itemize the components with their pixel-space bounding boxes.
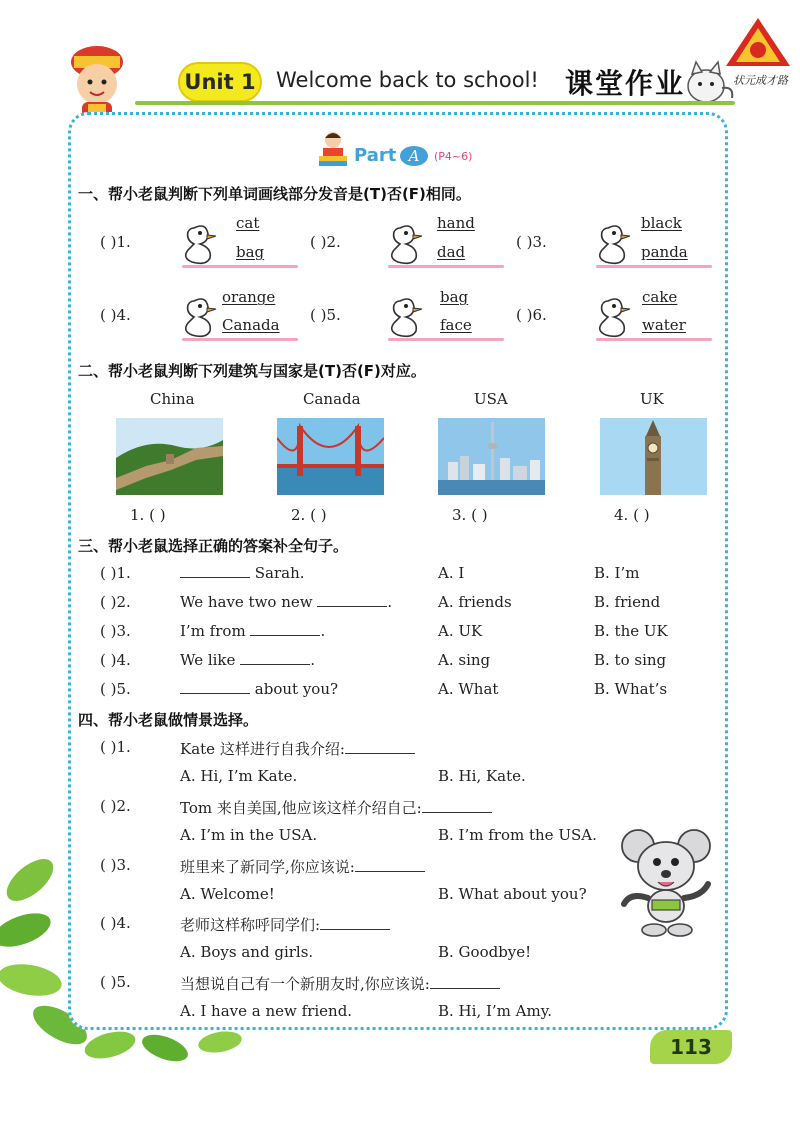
- word-bottom: dad: [437, 243, 466, 261]
- toronto-skyline-photo: [438, 418, 545, 495]
- answer-blank[interactable]: 4. ( ): [614, 506, 650, 524]
- fill-blank[interactable]: [430, 975, 500, 989]
- answer-blank[interactable]: ( )6.: [516, 306, 547, 324]
- duck-icon: [180, 222, 220, 266]
- part-letter-badge: A: [400, 146, 428, 166]
- option-b: B. Hi, I’m Amy.: [438, 1002, 552, 1020]
- option-b: B. What’s: [594, 680, 668, 698]
- word-top: orange: [222, 288, 276, 306]
- fill-blank[interactable]: [250, 622, 320, 636]
- answer-blank[interactable]: ( )4.: [100, 651, 131, 669]
- option-b: B. the UK: [594, 622, 668, 640]
- answer-blank[interactable]: ( )5.: [100, 680, 131, 698]
- country-label: UK: [640, 390, 664, 408]
- option-b: B. to sing: [594, 651, 667, 669]
- answer-blank[interactable]: ( )4.: [100, 914, 131, 932]
- word-top: black: [641, 214, 682, 232]
- header-divider: [135, 101, 735, 105]
- fill-blank[interactable]: [422, 799, 492, 813]
- answer-blank[interactable]: ( )5.: [100, 973, 131, 991]
- word-bottom: Canada: [222, 316, 280, 334]
- reading-kid-icon: [315, 130, 351, 170]
- word-top: bag: [440, 288, 469, 306]
- option-a: A. UK: [438, 622, 483, 640]
- big-ben-photo: [600, 418, 707, 495]
- question-text: 老师这样称呼同学们:: [180, 914, 390, 935]
- word-bottom: bag: [236, 243, 265, 261]
- question-text: Kate 这样进行自我介绍:: [180, 738, 415, 759]
- brand-slogan: 状元成才路: [733, 74, 788, 87]
- answer-blank[interactable]: ( )1.: [100, 738, 131, 756]
- option-b: B. What about you?: [438, 885, 587, 903]
- golden-gate-bridge-photo: [277, 418, 384, 495]
- question-text: Sarah.: [180, 564, 305, 582]
- answer-blank[interactable]: ( )4.: [100, 306, 131, 324]
- fill-blank[interactable]: [320, 916, 390, 930]
- answer-blank[interactable]: ( )5.: [310, 306, 341, 324]
- question-text: We like .: [180, 651, 315, 669]
- option-b: B. Goodbye!: [438, 943, 532, 961]
- answer-blank[interactable]: 3. ( ): [452, 506, 488, 524]
- brand-title: 课堂作业: [565, 67, 686, 100]
- unit-title: Welcome back to school!: [276, 68, 539, 92]
- part-pages: (P4~6): [434, 150, 473, 163]
- option-b: B. I’m from the USA.: [438, 826, 597, 844]
- option-a: A. I have a new friend.: [180, 1002, 353, 1020]
- option-b: B. friend: [594, 593, 661, 611]
- option-a: A. Welcome!: [180, 885, 275, 903]
- answer-blank[interactable]: ( )1.: [100, 564, 131, 582]
- option-b: B. I’m: [594, 564, 640, 582]
- section-1-title: 一、帮小老鼠判断下列单词画线部分发音是(T)否(F)相同。: [78, 185, 471, 203]
- answer-blank[interactable]: 2. ( ): [291, 506, 327, 524]
- great-wall-photo: [116, 418, 223, 495]
- fill-blank[interactable]: [180, 680, 250, 694]
- fill-blank[interactable]: [355, 858, 425, 872]
- fill-blank[interactable]: [180, 564, 250, 578]
- section-3-title: 三、帮小老鼠选择正确的答案补全句子。: [78, 537, 349, 555]
- word-top: hand: [437, 214, 475, 232]
- page-number: 113: [650, 1030, 732, 1064]
- duck-icon: [594, 222, 634, 266]
- option-a: A. sing: [438, 651, 491, 669]
- country-label: China: [150, 390, 195, 408]
- question-text: about you?: [180, 680, 338, 698]
- answer-blank[interactable]: 1. ( ): [130, 506, 166, 524]
- option-a: A. I: [438, 564, 465, 582]
- question-text: I’m from .: [180, 622, 326, 640]
- answer-blank[interactable]: ( )3.: [100, 622, 131, 640]
- fill-blank[interactable]: [317, 593, 387, 607]
- question-text: 当想说自己有一个新朋友时,你应该说:: [180, 973, 500, 994]
- duck-icon: [180, 295, 220, 339]
- answer-blank[interactable]: ( )2.: [100, 797, 131, 815]
- word-top: cat: [236, 214, 260, 232]
- unit-badge: Unit 1: [178, 62, 262, 102]
- answer-blank[interactable]: ( )1.: [100, 233, 131, 251]
- answer-blank[interactable]: ( )3.: [516, 233, 547, 251]
- duck-icon: [594, 295, 634, 339]
- duck-icon: [386, 295, 426, 339]
- section-2-title: 二、帮小老鼠判断下列建筑与国家是(T)否(F)对应。: [78, 362, 426, 380]
- answer-blank[interactable]: ( )2.: [310, 233, 341, 251]
- duck-icon: [386, 222, 426, 266]
- option-a: A. What: [438, 680, 499, 698]
- answer-blank[interactable]: ( )2.: [100, 593, 131, 611]
- question-text: 班里来了新同学,你应该说:: [180, 856, 425, 877]
- country-label: USA: [474, 390, 508, 408]
- word-bottom: face: [440, 316, 472, 334]
- fill-blank[interactable]: [240, 651, 310, 665]
- part-label: Part: [354, 145, 397, 166]
- fill-blank[interactable]: [345, 740, 415, 754]
- word-bottom: water: [642, 316, 686, 334]
- option-a: A. Boys and girls.: [180, 943, 314, 961]
- answer-blank[interactable]: ( )3.: [100, 856, 131, 874]
- mouse-mascot-icon: [616, 826, 720, 938]
- option-a: A. friends: [438, 593, 512, 611]
- word-bottom: panda: [641, 243, 688, 261]
- question-text: Tom 来自美国,他应该这样介绍自己:: [180, 797, 492, 818]
- option-a: A. I’m in the USA.: [180, 826, 318, 844]
- question-text: We have two new .: [180, 593, 393, 611]
- section-4-title: 四、帮小老鼠做情景选择。: [78, 711, 259, 729]
- word-top: cake: [642, 288, 678, 306]
- option-b: B. Hi, Kate.: [438, 767, 526, 785]
- country-label: Canada: [303, 390, 361, 408]
- option-a: A. Hi, I’m Kate.: [180, 767, 298, 785]
